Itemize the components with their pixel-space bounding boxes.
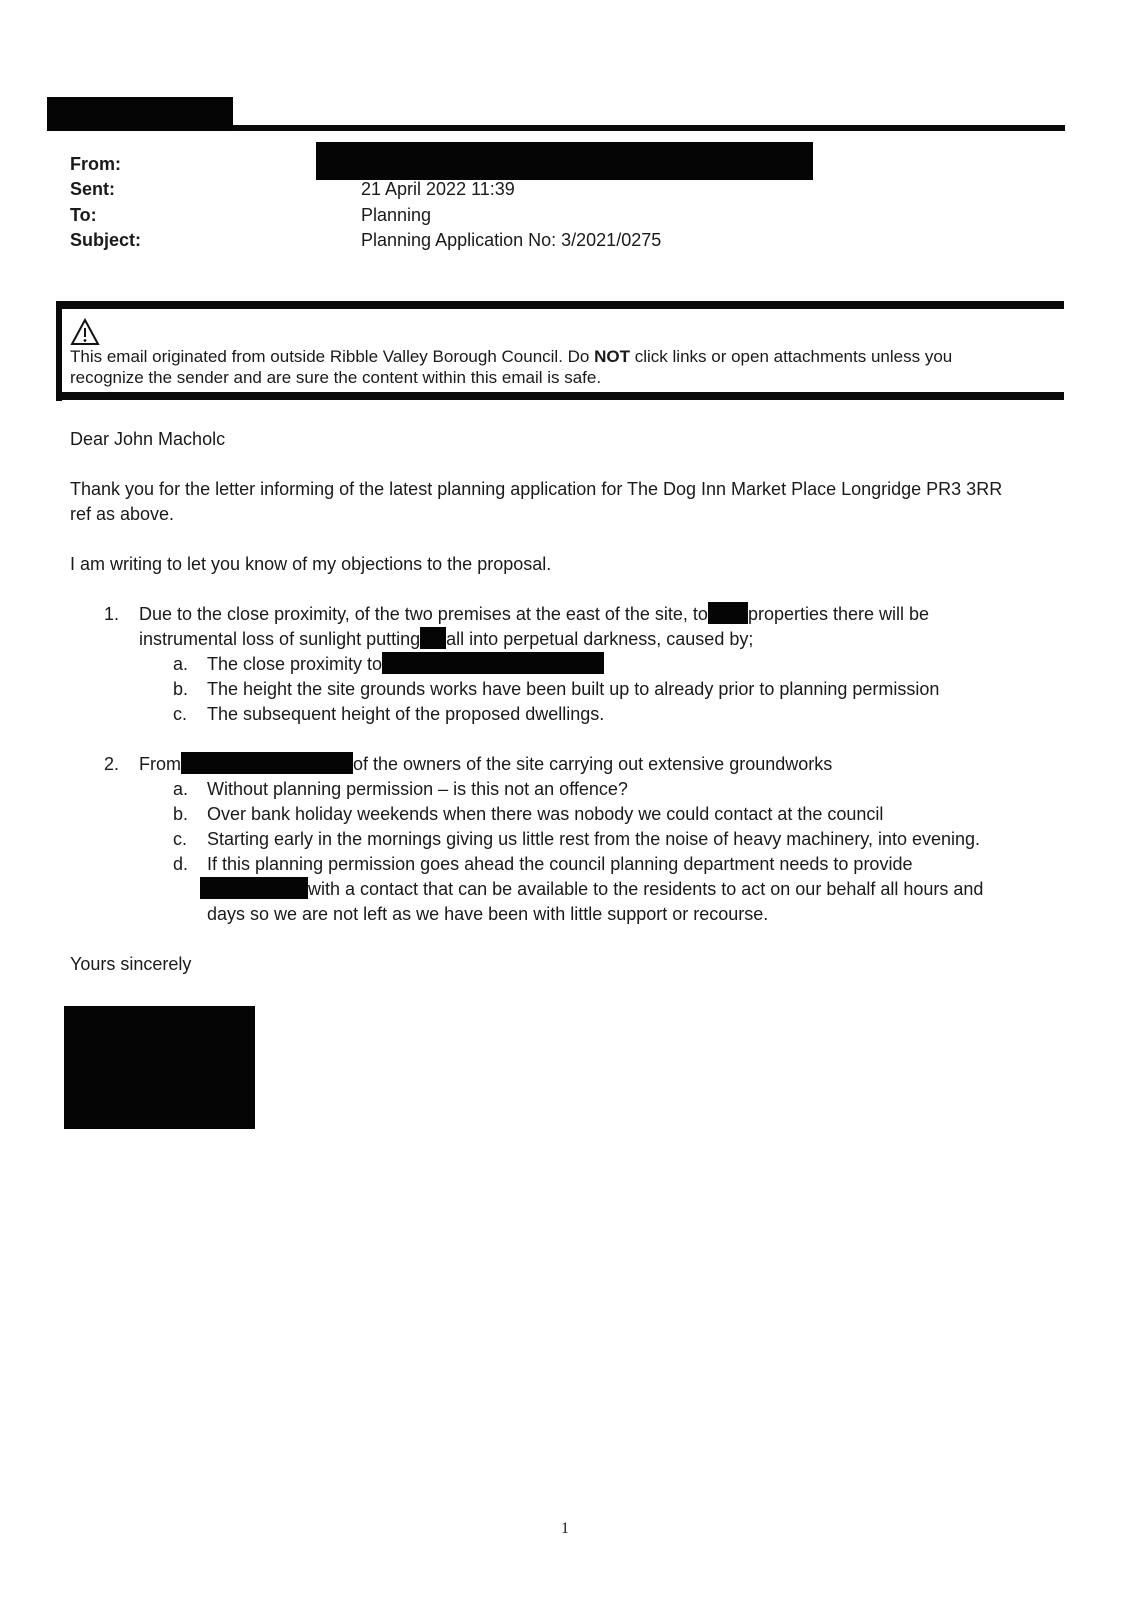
sent-label: Sent: xyxy=(70,179,115,199)
item-2d-line-2 xyxy=(200,877,983,902)
to-label: To: xyxy=(70,205,97,225)
redacted-sender-name-block xyxy=(47,97,233,131)
to-value: Planning xyxy=(361,205,432,225)
item-1b-letter: b. xyxy=(173,679,189,699)
item-2c-text: Starting early in the mornings giving us little rest from the noise of heavy machinery, into evening. xyxy=(207,829,981,849)
salutation: Dear John Macholc xyxy=(70,429,226,449)
redacted-inline xyxy=(181,752,353,774)
paragraph-1-line-2: ref as above. xyxy=(70,504,175,524)
warning-line-1 xyxy=(70,346,952,367)
item-2c-letter: c. xyxy=(173,829,188,849)
item-1a-text xyxy=(207,652,604,677)
closing: Yours sincerely xyxy=(70,954,192,974)
item-2-line-1-text-b: of the owners of the site carrying out extensive groundworks xyxy=(353,754,833,774)
item-1-line-2-text-a: instrumental loss of sunlight putting xyxy=(139,629,421,649)
item-2-line-1-text-a: From xyxy=(139,754,181,774)
warning-top-rule xyxy=(56,301,1064,309)
item-1c-text: The subsequent height of the proposed dwellings. xyxy=(207,704,605,724)
warning-line-2: recognize the sender and are sure the content within this email is safe. xyxy=(70,368,602,387)
item-1-line-1 xyxy=(139,602,929,627)
item-1b-text: The height the site grounds works have been built up to already prior to planning permission xyxy=(207,679,940,699)
warning-text-pre: This email originated from outside Ribble Valley Borough Council. Do xyxy=(70,347,595,366)
item-1a-letter: a. xyxy=(173,654,189,674)
item-2d-line-3: days so we are not left as we have been with little support or recourse. xyxy=(207,904,769,924)
redacted-inline xyxy=(382,652,604,674)
paragraph-2: I am writing to let you know of my objections to the proposal. xyxy=(70,554,552,574)
redacted-signature-block xyxy=(64,1006,255,1129)
from-label: From: xyxy=(70,154,121,174)
item-2-line-1 xyxy=(139,752,832,777)
redacted-inline xyxy=(420,627,446,649)
item-1-line-1-text-a: Due to the close proximity, of the two premises at the east of the site, to xyxy=(139,604,708,624)
item-2a-letter: a. xyxy=(173,779,189,799)
sent-value: 21 April 2022 11:39 xyxy=(361,179,515,199)
item-1c-letter: c. xyxy=(173,704,188,724)
item-2d-text: If this planning permission goes ahead the council planning department needs to provide xyxy=(207,854,913,874)
item-1-line-1-text-b: properties there will be xyxy=(747,604,930,624)
item-1-line-2-text-b: all into perpetual darkness, caused by; xyxy=(446,629,754,649)
page-number: 1 xyxy=(561,1520,569,1537)
item-2d-line-2-text: with a contact that can be available to the residents to act on our behalf all hours and xyxy=(308,879,984,899)
item-1-number: 1. xyxy=(104,604,120,624)
header-rule xyxy=(233,125,1065,131)
subject-label: Subject: xyxy=(70,230,142,250)
warning-bottom-rule xyxy=(56,392,1064,400)
paragraph-1-line-1: Thank you for the letter informing of the latest planning application for The Dog Inn Market Place Longridge PR3 3RR xyxy=(70,479,1003,499)
item-1-line-2 xyxy=(139,627,753,652)
item-2b-letter: b. xyxy=(173,804,189,824)
subject-value: Planning Application No: 3/2021/0275 xyxy=(361,230,662,250)
redacted-inline xyxy=(200,877,308,899)
item-2d-letter: d. xyxy=(173,854,189,874)
warning-text-bold: NOT xyxy=(594,347,631,366)
warning-triangle-icon xyxy=(70,318,100,346)
warning-left-rule xyxy=(56,301,62,401)
item-2-number: 2. xyxy=(104,754,120,774)
item-2b-text: Over bank holiday weekends when there was nobody we could contact at the council xyxy=(207,804,884,824)
redacted-inline xyxy=(708,602,748,624)
item-1a-text-content: The close proximity to xyxy=(207,654,383,674)
warning-text-post: click links or open attachments unless you xyxy=(630,347,953,366)
redacted-from-address xyxy=(316,142,813,180)
item-2a-text: Without planning permission – is this not an offence? xyxy=(207,779,628,799)
